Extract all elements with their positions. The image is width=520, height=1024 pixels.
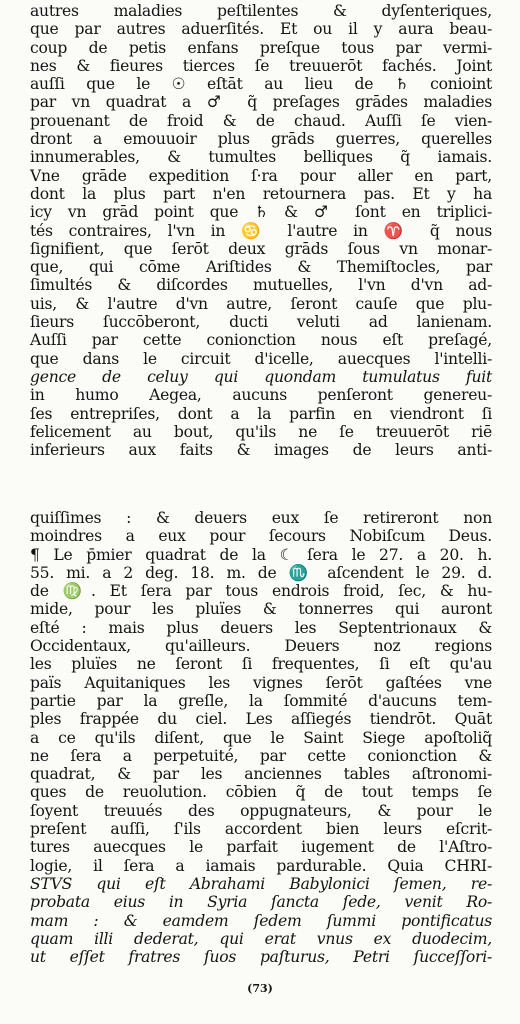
text-line: ¶ Le p̄mier quadrat de la ☾ ſera le 27. a 20. h. xyxy=(30,545,492,564)
text-line: ques de reuolution. cōbien q̃ de tout temps ſe xyxy=(30,783,492,802)
text-line: ples frappée du ciel. Les aſſiegés tiendrōt. Quāt xyxy=(30,710,492,729)
text-line: 55. mi. a 2 deg. 18. m. de ♏ aſcendent le 29. d. xyxy=(30,563,492,582)
page-number: (73) xyxy=(247,982,273,995)
text-line: quam illi dederat, qui erat vnus ex duodecim, xyxy=(30,929,492,948)
text-line: nes & fieures tierces ſe treuuerōt fachés. Joint xyxy=(30,56,492,75)
upper-text-block xyxy=(30,2,492,459)
text-line: innumerables, & tumultes belliques q̃ iamais. xyxy=(30,148,492,167)
text-line: uis, & l'autre d'vn autre, ſeront cauſe que plu- xyxy=(30,294,492,313)
text-line: que, qui cōme Ariſtides & Themiſtocles, par xyxy=(30,258,492,277)
text-line: ne ſera a perpetuité, par cette conionction & xyxy=(30,746,492,765)
text-line: a ce qu'ils diſent, que le Saint Siege apoſtoliq̃ xyxy=(30,728,492,747)
text-line: preſent auſſi, ſ'ils accordent bien leurs eſcrit- xyxy=(30,820,492,839)
text-line: mam : & eamdem ſedem ſummi pontificatus xyxy=(30,911,492,930)
text-line: de ♍. Et ſera par tous endrois froid, ſec, & hu- xyxy=(30,582,492,601)
text-line: les pluïes ne ſeront ſi frequentes, ſi eſt qu'au xyxy=(30,655,492,674)
text-line: felicement au bout, qu'ils ne ſe treuuerōt riē xyxy=(30,422,492,441)
lower-text-block xyxy=(30,509,492,966)
text-line: Occidentaux, qu'ailleurs. Deuers noz regions xyxy=(30,637,492,656)
text-line: mide, pour les pluïes & tonnerres qui auront xyxy=(30,600,492,619)
text-line: logie, il ſera a iamais pardurable. Quia CHRI- xyxy=(30,856,492,875)
text-line: STVS qui eſt Abrahami Babylonici ſemen, re- xyxy=(30,874,492,893)
text-line: Auſſi par cette conionction nous eſt preſagé, xyxy=(30,331,492,350)
text-line: icy vn grād point que ♄ & ♂ ſont en triplici- xyxy=(30,203,492,222)
text-line: que dans le circuit d'icelle, auecques l'intelli- xyxy=(30,349,492,368)
text-line: in humo Aegea, aucuns penſeront genereu- xyxy=(30,386,492,405)
text-line: ut eſſet fratres ſuos paſturus, Petri ſucceſſori- xyxy=(30,948,492,967)
text-line: tures auecques le parfait iugement de l'Aſtro- xyxy=(30,838,492,857)
text-line: inferieurs aux faits & images de leurs anti- xyxy=(30,441,492,460)
text-line: prouenant de froid & de chaud. Auſſi ſe vien- xyxy=(30,111,492,130)
text-line: païs Aquitaniques les vignes ſerōt gaſtées vne xyxy=(30,673,492,692)
text-line: ſimultés & diſcordes mutuelles, l'vn d'vn ad- xyxy=(30,276,492,295)
text-line: dont la plus part n'en retournera pas. Et y ha xyxy=(30,184,492,203)
text-line: gence de celuy qui quondam tumulatus fuit xyxy=(30,367,492,386)
text-line: ſieurs ſuccōberont, ducti veluti ad lanienam. xyxy=(30,313,492,332)
text-line: coup de petis enfans preſque tous par vermi- xyxy=(30,38,492,57)
text-line: ſes entrepriſes, dont a la parfin en viendront ſi xyxy=(30,404,492,423)
text-line: auſſi que le ☉ eſtāt au lieu de ♄ conioint xyxy=(30,75,492,94)
text-line: quiſſimes : & deuers eux ſe retireront non xyxy=(30,509,492,527)
text-line: Vne grāde expedition ſ·ra pour aller en part, xyxy=(30,166,492,185)
text-line: eſté : mais plus deuers les Septentrionaux & xyxy=(30,618,492,637)
text-line: par vn quadrat a ♂ q̃ preſages grādes maladies xyxy=(30,93,492,112)
text-line: dront a emouuoir plus grāds guerres, querelles xyxy=(30,130,492,149)
text-line: partie par la greſle, la ſommité d'aucuns tem- xyxy=(30,691,492,710)
text-line: tés contraires, l'vn in ♋ l'autre in ♈ q̃ nous xyxy=(30,221,492,240)
text-line: moindres a eux pour ſecours Nobiſcum Deus. xyxy=(30,527,492,546)
text-line: probata eius in Syria ſancta ſede, venit Ro- xyxy=(30,893,492,912)
text-line: autres maladies peſtilentes & dyſenteriques, xyxy=(30,2,492,20)
text-line: que par autres aduerſités. Et ou il y aura beau- xyxy=(30,20,492,39)
text-line: ſoyent treuués des oppugnateurs, & pour le xyxy=(30,801,492,820)
text-line: ſignifient, que ſerōt deux grāds ſous vn monar- xyxy=(30,239,492,258)
text-line: quadrat, & par les anciennes tables aſtronomi- xyxy=(30,765,492,784)
